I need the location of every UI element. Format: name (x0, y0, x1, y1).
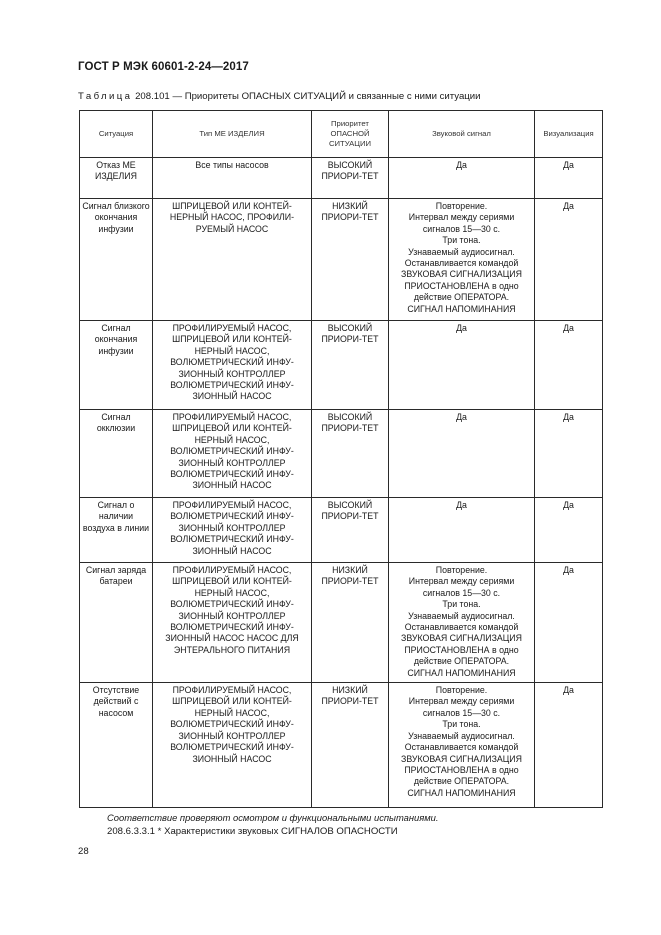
sound-line: Интервал между сериями сигналов 15—30 с. (408, 696, 515, 718)
cell-sound (389, 683, 535, 808)
table-header-row (80, 111, 603, 158)
cell-sound (389, 199, 535, 321)
sound-line: Три тона. (442, 599, 481, 610)
compliance-note: Соответствие проверяют осмотром и функциональными испытаниями. (107, 812, 439, 823)
sound-line: Останавливается командой ЗВУКОВАЯ СИГНАЛИЗАЦИЯ ПРИОСТАНОВЛЕНА в одно действие ОПЕРАТОРА. (401, 622, 522, 667)
cell-priority: НИЗКИЙ ПРИОРИ-ТЕТ (312, 199, 389, 321)
sound-line: Интервал между сериями сигналов 15—30 с. (408, 212, 515, 234)
cell-sound (389, 158, 535, 199)
table-caption (78, 91, 481, 102)
column-header-situation: Ситуация (80, 111, 153, 158)
cell-device-type: ПРОФИЛИРУЕМЫЙ НАСОС, ШПРИЦЕВОЙ ИЛИ КОНТЕЙ-НЕРНЫЙ НАСОС, ВОЛЮМЕТРИЧЕСКИЙ ИНФУ-ЗИОННЫЙ КОНТРОЛЛЕР ВОЛЮМЕТРИЧЕСКИЙ ИНФУ-ЗИОННЫЙ НАСОС (153, 410, 312, 498)
cell-situation: Сигнал о наличии воздуха в линии (80, 498, 153, 563)
sound-line: Интервал между сериями сигналов 15—30 с. (408, 576, 515, 598)
cell-priority: ВЫСОКИЙ ПРИОРИ-ТЕТ (312, 498, 389, 563)
cell-visual: Да (535, 683, 603, 808)
sound-line: Повторение. (435, 201, 488, 211)
cell-device-type: Все типы насосов (153, 158, 312, 199)
cell-situation: Отказ МЕ ИЗДЕЛИЯ (80, 158, 153, 199)
sound-line: СИГНАЛ НАПОМИНАНИЯ (407, 667, 516, 678)
cell-sound (389, 321, 535, 410)
sound-line: Да (456, 500, 467, 510)
column-header-priority: Приоритет ОПАСНОЙ СИТУАЦИИ (312, 111, 389, 158)
cell-situation: Сигнал заряда батареи (80, 563, 153, 683)
table-caption-text: 208.101 — Приоритеты ОПАСНЫХ СИТУАЦИЙ и связанные с ними ситуации (135, 91, 481, 102)
cell-visual: Да (535, 199, 603, 321)
cell-device-type: ШПРИЦЕВОЙ ИЛИ КОНТЕЙ-НЕРНЫЙ НАСОС, ПРОФИЛИ-РУЕМЫЙ НАСОС (153, 199, 312, 321)
cell-device-type: ПРОФИЛИРУЕМЫЙ НАСОС, ШПРИЦЕВОЙ ИЛИ КОНТЕЙ-НЕРНЫЙ НАСОС, ВОЛЮМЕТРИЧЕСКИЙ ИНФУ-ЗИОННЫЙ КОНТРОЛЛЕР ВОЛЮМЕТРИЧЕСКИЙ ИНФУ-ЗИОННЫЙ НАСОС НАСОС ДЛЯ ЭНТЕРАЛЬНОГО ПИТАНИЯ (153, 563, 312, 683)
cell-device-type: ПРОФИЛИРУЕМЫЙ НАСОС, ШПРИЦЕВОЙ ИЛИ КОНТЕЙ-НЕРНЫЙ НАСОС, ВОЛЮМЕТРИЧЕСКИЙ ИНФУ-ЗИОННЫЙ КОНТРОЛЛЕР ВОЛЮМЕТРИЧЕСКИЙ ИНФУ-ЗИОННЫЙ НАСОС (153, 683, 312, 808)
column-header-device-type: Тип МЕ ИЗДЕЛИЯ (153, 111, 312, 158)
cell-priority: ВЫСОКИЙ ПРИОРИ-ТЕТ (312, 158, 389, 199)
sound-line: Три тона. (442, 719, 481, 730)
sound-line: Останавливается командой ЗВУКОВАЯ СИГНАЛИЗАЦИЯ ПРИОСТАНОВЛЕНА в одно действие ОПЕРАТОРА. (401, 742, 522, 787)
table-row (80, 199, 603, 321)
cell-priority: ВЫСОКИЙ ПРИОРИ-ТЕТ (312, 321, 389, 410)
cell-visual: Да (535, 410, 603, 498)
cell-device-type: ПРОФИЛИРУЕМЫЙ НАСОС, ШПРИЦЕВОЙ ИЛИ КОНТЕЙ-НЕРНЫЙ НАСОС, ВОЛЮМЕТРИЧЕСКИЙ ИНФУ-ЗИОННЫЙ КОНТРОЛЛЕР ВОЛЮМЕТРИЧЕСКИЙ ИНФУ-ЗИОННЫЙ НАСОС (153, 321, 312, 410)
cell-situation: Сигнал окончания инфузии (80, 321, 153, 410)
table-row (80, 498, 603, 563)
standard-header: ГОСТ Р МЭК 60601-2-24—2017 (78, 61, 249, 73)
table-row (80, 158, 603, 199)
cell-visual: Да (535, 498, 603, 563)
cell-visual: Да (535, 321, 603, 410)
table-row (80, 563, 603, 683)
cell-sound (389, 498, 535, 563)
sound-line: Да (456, 412, 467, 422)
sound-line: Останавливается командой ЗВУКОВАЯ СИГНАЛИЗАЦИЯ ПРИОСТАНОВЛЕНА в одно действие ОПЕРАТОРА. (401, 258, 522, 303)
cell-situation: Сигнал близкого окончания инфузии (80, 199, 153, 321)
sound-line: Да (456, 323, 467, 333)
clause-heading: 208.6.3.3.1 * Характеристики звуковых СИГНАЛОВ ОПАСНОСТИ (107, 826, 398, 837)
table-body (80, 158, 603, 808)
table-row (80, 321, 603, 410)
sound-line: Узнаваемый аудиосигнал. (408, 610, 515, 621)
column-header-sound: Звуковой сигнал (389, 111, 535, 158)
cell-visual: Да (535, 158, 603, 199)
cell-device-type: ПРОФИЛИРУЕМЫЙ НАСОС, ВОЛЮМЕТРИЧЕСКИЙ ИНФУ-ЗИОННЫЙ КОНТРОЛЛЕР ВОЛЮМЕТРИЧЕСКИЙ ИНФУ-ЗИОННЫЙ НАСОС (153, 498, 312, 563)
cell-priority: ВЫСОКИЙ ПРИОРИ-ТЕТ (312, 410, 389, 498)
table-row (80, 683, 603, 808)
page-number: 28 (78, 846, 89, 857)
sound-line: Да (456, 160, 467, 170)
cell-sound (389, 563, 535, 683)
table-caption-label: Таблица (78, 91, 133, 102)
column-header-visual: Визуализация (535, 111, 603, 158)
sound-line: СИГНАЛ НАПОМИНАНИЯ (407, 787, 516, 798)
sound-line: Повторение. (435, 565, 488, 575)
cell-sound (389, 410, 535, 498)
priority-table (79, 110, 603, 808)
table-row (80, 410, 603, 498)
cell-situation: Сигнал окклюзии (80, 410, 153, 498)
sound-line: Повторение. (435, 685, 488, 696)
cell-situation: Отсутствие действий с насосом (80, 683, 153, 808)
sound-line: Узнаваемый аудиосигнал. (408, 246, 515, 257)
sound-line: Узнаваемый аудиосигнал. (408, 730, 515, 741)
cell-priority: НИЗКИЙ ПРИОРИ-ТЕТ (312, 683, 389, 808)
sound-line: СИГНАЛ НАПОМИНАНИЯ (407, 303, 516, 314)
cell-priority: НИЗКИЙ ПРИОРИ-ТЕТ (312, 563, 389, 683)
sound-line: Три тона. (442, 235, 481, 246)
cell-visual: Да (535, 563, 603, 683)
